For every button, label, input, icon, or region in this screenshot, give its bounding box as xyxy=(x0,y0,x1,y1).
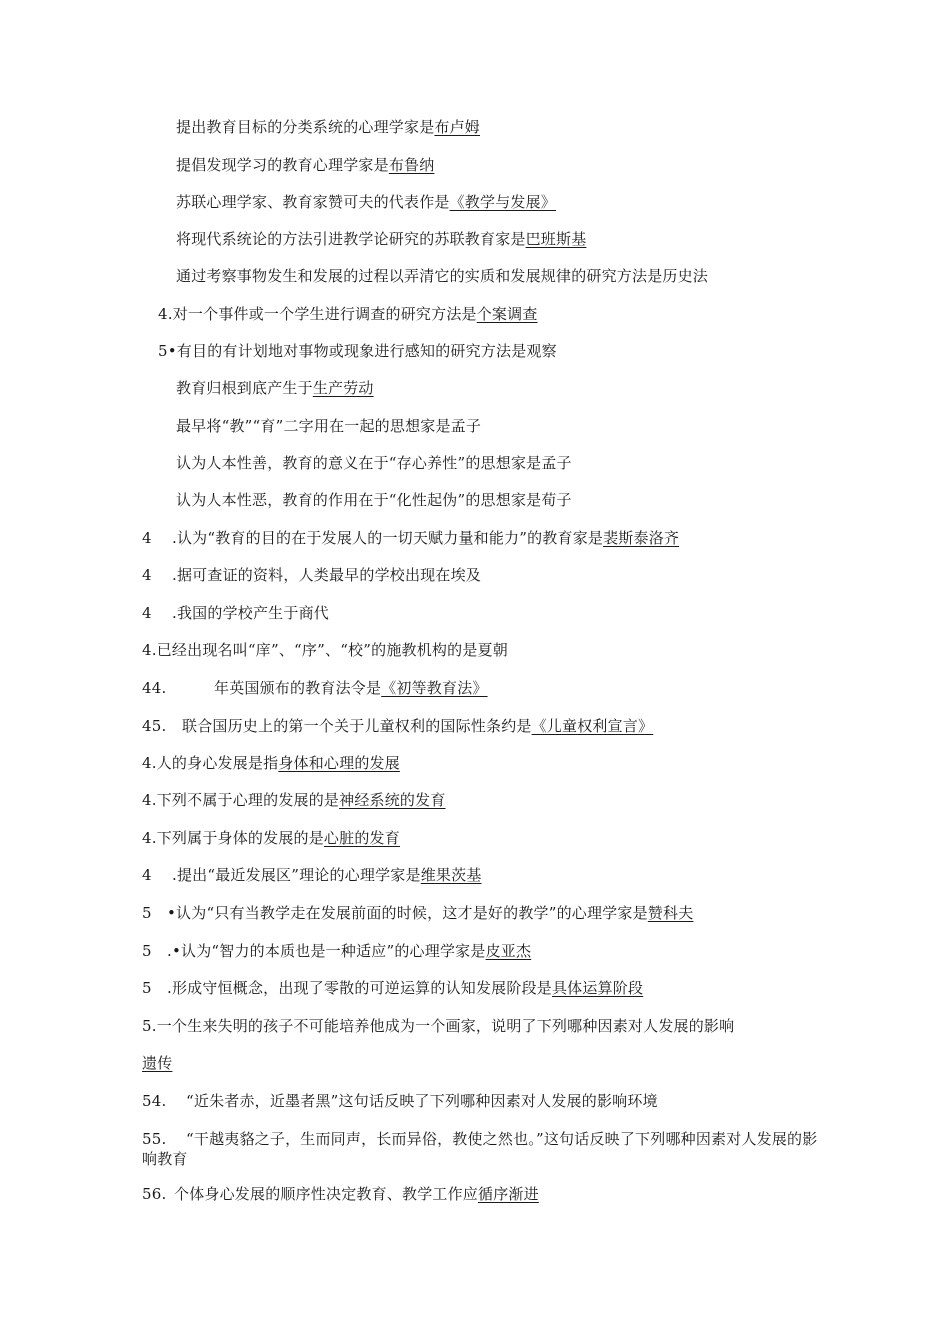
line-18 xyxy=(142,753,400,773)
item-number: 55. xyxy=(142,1130,167,1148)
item-number: 5 xyxy=(142,904,152,922)
line-1 xyxy=(176,117,480,137)
line-text: 通过考察事物发生和发展的过程以弄清它的实质和发展规律的研究方法是历史法 xyxy=(176,267,709,285)
line-11 xyxy=(176,490,572,510)
line-28 xyxy=(142,1129,822,1169)
item-number: 56. xyxy=(142,1185,167,1203)
answer: 生产劳动 xyxy=(312,379,374,397)
line-23 xyxy=(142,941,531,961)
line-text: .我国的学校产生于商代 xyxy=(172,604,329,622)
line-text: 对一个事件或一个学生进行调查的研究方法是 xyxy=(172,305,477,323)
line-16 xyxy=(142,678,488,698)
answer: 维果茨基 xyxy=(420,866,482,884)
line-text: 已经出现名叫“庠”、“序”、“校”的施教机构的是夏朝 xyxy=(156,641,508,659)
line-text: “干越夷貉之子，生而同声，长而异俗，教使之然也。”这句话反映了下列哪种因素对人发展的影响教育 xyxy=(142,1130,818,1168)
line-text: .据可查证的资料，人类最早的学校出现在埃及 xyxy=(172,566,481,584)
line-15 xyxy=(142,640,508,660)
line-9 xyxy=(176,416,481,436)
line-text: 一个生来失明的孩子不可能培养他成为一个画家，说明了下列哪种因素对人发展的影响 xyxy=(156,1017,735,1035)
item-number: 4. xyxy=(158,305,173,323)
answer: 赞科夫 xyxy=(647,904,694,922)
line-text: 下列属于身体的发展的是 xyxy=(156,829,324,847)
answer: 循序渐进 xyxy=(478,1185,539,1203)
item-number: 5 xyxy=(142,942,152,960)
answer: 布鲁纳 xyxy=(388,156,435,174)
line-10 xyxy=(176,453,572,473)
line-text: 教育归根到底产生于 xyxy=(176,379,313,397)
item-number: 4. xyxy=(142,754,157,772)
item-number: 54. xyxy=(142,1092,167,1110)
line-19 xyxy=(142,790,446,810)
line-12 xyxy=(142,528,679,548)
answer: 具体运算阶段 xyxy=(551,979,644,997)
line-text: 年英国颁布的教育法令是 xyxy=(214,679,382,697)
line-text: 人的身心发展是指 xyxy=(156,754,279,772)
line-text: 有目的有计划地对事物或现象进行感知的研究方法是观察 xyxy=(176,342,557,360)
item-number: 4. xyxy=(142,829,157,847)
answer: 《初等教育法》 xyxy=(381,679,488,697)
line-text: .形成守恒概念，出现了零散的可逆运算的认知发展阶段是 xyxy=(167,979,552,997)
answer: 身体和心理的发展 xyxy=(278,754,400,772)
line-27 xyxy=(142,1091,658,1111)
answer: 裴斯泰洛齐 xyxy=(603,529,680,547)
line-17 xyxy=(142,716,653,736)
item-number: 4 xyxy=(142,604,152,622)
line-20 xyxy=(142,828,400,848)
line-text: •认为“只有当教学走在发展前面的时候，这才是好的教学”的心理学家是 xyxy=(167,904,648,922)
line-text: .认为“教育的目的在于发展人的一切天赋力量和能力”的教育家是 xyxy=(172,529,604,547)
line-22 xyxy=(142,903,693,923)
line-text: 苏联心理学家、教育家赞可夫的代表作是 xyxy=(176,193,450,211)
line-text: .提出“最近发展区”理论的心理学家是 xyxy=(172,866,421,884)
item-number: 4. xyxy=(142,791,157,809)
line-text: 下列不属于心理的发展的是 xyxy=(156,791,340,809)
line-29 xyxy=(142,1184,539,1204)
line-14 xyxy=(142,603,329,623)
answer: 皮亚杰 xyxy=(485,942,532,960)
item-number: 5. xyxy=(142,1017,157,1035)
answer: 《教学与发展》 xyxy=(449,193,557,211)
line-text: 个体身心发展的顺序性决定教育、教学工作应 xyxy=(174,1185,479,1203)
line-3 xyxy=(176,192,556,212)
line-text: 联合国历史上的第一个关于儿童权利的国际性条约是 xyxy=(182,717,532,735)
line-text: .•认为“智力的本质也是一种适应”的心理学家是 xyxy=(167,942,486,960)
answer: 神经系统的发育 xyxy=(339,791,446,809)
line-text: 将现代系统论的方法引进教学论研究的苏联教育家是 xyxy=(176,230,526,248)
item-number: 44. xyxy=(142,679,167,697)
line-13 xyxy=(142,565,481,585)
line-text: 认为人本性恶，教育的作用在于“化性起伪”的思想家是荀子 xyxy=(176,491,572,509)
line-21 xyxy=(142,865,482,885)
line-text: “近朱者赤，近墨者黑”这句话反映了下列哪种因素对人发展的影响环境 xyxy=(186,1092,658,1110)
item-number: 5• xyxy=(158,342,177,360)
line-text: 最早将“教”“育”二字用在一起的思想家是孟子 xyxy=(176,417,482,435)
answer: 遗传 xyxy=(142,1054,173,1072)
item-number: 4 xyxy=(142,566,152,584)
line-7 xyxy=(158,341,557,361)
answer: 巴班斯基 xyxy=(525,230,587,248)
line-24 xyxy=(142,978,643,998)
line-26 xyxy=(142,1053,172,1073)
line-6 xyxy=(158,304,538,324)
line-2 xyxy=(176,155,434,175)
item-number: 5 xyxy=(142,979,152,997)
line-8 xyxy=(176,378,374,398)
item-number: 4. xyxy=(142,641,157,659)
item-number: 4 xyxy=(142,866,152,884)
item-number: 45. xyxy=(142,717,167,735)
line-text: 认为人本性善，教育的意义在于“存心养性”的思想家是孟子 xyxy=(176,454,572,472)
item-number: 4 xyxy=(142,529,152,547)
line-25 xyxy=(142,1016,734,1036)
line-4 xyxy=(176,229,586,249)
line-5 xyxy=(176,266,708,286)
answer: 心脏的发育 xyxy=(323,829,400,847)
line-text: 提出教育目标的分类系统的心理学家是 xyxy=(176,118,435,136)
line-text: 提倡发现学习的教育心理学家是 xyxy=(176,156,389,174)
answer: 个案调查 xyxy=(476,305,538,323)
answer: 布卢姆 xyxy=(434,118,481,136)
answer: 《儿童权利宣言》 xyxy=(531,717,654,735)
